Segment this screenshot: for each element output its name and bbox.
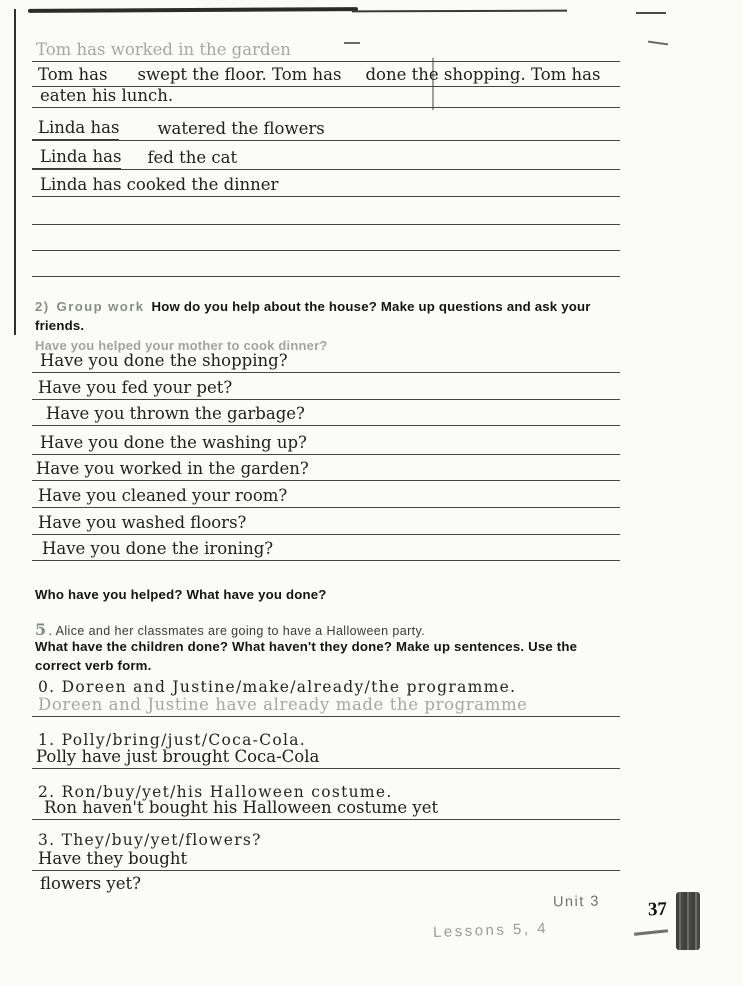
handwritten-text: fed the cat: [147, 147, 238, 167]
printed-stem: Linda has: [32, 148, 121, 169]
ruled-line-blank: [32, 254, 620, 277]
ruled-line: [32, 746, 620, 769]
ruled-line: [32, 797, 620, 820]
scan-edge-dash: [636, 12, 666, 14]
handwritten-text: done the shopping. Tom has: [365, 64, 601, 84]
faded-handwritten-answer: Doreen and Justine have already made the programme: [38, 694, 528, 714]
ruled-line: [32, 511, 620, 535]
section-2-number: 2): [35, 299, 50, 314]
handwritten-answer: Ron haven't bought his Halloween costume yet: [44, 797, 439, 817]
faded-handwriting: Tom has worked in the garden: [36, 39, 291, 59]
handwritten-answer-continued: flowers yet?: [40, 874, 141, 893]
ruled-line-blank: [32, 202, 620, 225]
handwritten-answer: Polly have just brought Coca-Cola: [36, 746, 320, 766]
handwritten-text: watered the flowers: [157, 118, 325, 138]
handwritten-question: Have you thrown the garbage?: [46, 403, 305, 423]
blank-gap: [121, 168, 147, 169]
section-2-title: Group work: [56, 299, 145, 314]
ruled-line: [32, 484, 620, 508]
ruled-line: [32, 402, 620, 426]
handwritten-text: eaten his lunch.: [40, 85, 174, 105]
unit-label: Unit 3: [552, 893, 601, 911]
exercise-5-number: 5: [35, 620, 47, 639]
ruled-line: [32, 431, 620, 455]
exercise-5-intro-text: . Alice and her classmates are going to have a Halloween party.: [48, 624, 426, 638]
ruled-line: [32, 349, 620, 373]
handwritten-question: Have you worked in the garden?: [36, 458, 309, 478]
item-2-prompt: 2. Ron/buy/yet/his Halloween costume.: [38, 783, 393, 801]
section-2-header: [35, 297, 627, 335]
handwritten-answer: Have they bought: [38, 848, 188, 868]
section-2-instruction: How do you help about the house? Make up questions and ask your friends.: [35, 299, 591, 333]
scan-mark: [634, 929, 668, 936]
item-0-prompt: 0. Doreen and Justine/make/already/the programme.: [38, 678, 517, 696]
scan-edge-top-thin: [352, 10, 567, 13]
ruled-line: [32, 537, 620, 561]
item-3-prompt: 3. They/buy/yet/flowers?: [38, 831, 262, 849]
ruled-line: [32, 694, 620, 717]
handwritten-question: Have you washed floors?: [38, 512, 247, 532]
blank-gap: [119, 139, 157, 140]
scan-edge-left: [14, 9, 16, 335]
ruled-line: [32, 174, 620, 197]
scan-edge-top: [28, 7, 358, 13]
handwritten-question: Have you done the shopping?: [40, 350, 288, 370]
example-question: Have you helped your mother to cook dinner?: [35, 338, 328, 353]
ruled-line: [32, 376, 620, 400]
ruled-line: [32, 40, 620, 62]
handwritten-question: Have you done the washing up?: [40, 432, 307, 452]
ruled-line-blank: [32, 228, 620, 251]
ruled-line: [32, 848, 620, 871]
ruled-line: [32, 457, 620, 481]
scan-edge-blob: [676, 892, 700, 950]
lessons-label: Lessons 5, 4: [432, 919, 549, 942]
printed-stem: Tom has: [38, 64, 108, 84]
handwritten-question: Have you cleaned your room?: [38, 485, 288, 505]
scan-mark: [648, 41, 668, 46]
handwritten-question: Have you fed your pet?: [38, 377, 233, 397]
item-1-prompt: 1. Polly/bring/just/Coca-Cola.: [38, 731, 307, 749]
ruled-line: [32, 118, 620, 141]
ruled-line: [32, 64, 620, 87]
handwritten-question: Have you done the ironing?: [42, 538, 274, 558]
printed-stem: Linda has: [32, 119, 119, 140]
handwritten-text: Linda has cooked the dinner: [40, 174, 279, 194]
exercise-5-instruction: What have the children done? What haven't they done? Make up sentences. Use the correct verb form.: [35, 639, 578, 673]
ruled-line: [32, 85, 620, 108]
handwritten-text: swept the floor. Tom has: [137, 64, 342, 84]
followup-question: Who have you helped? What have you done?: [35, 587, 327, 602]
page-number: 37: [647, 898, 668, 921]
ruled-line: [32, 147, 620, 170]
